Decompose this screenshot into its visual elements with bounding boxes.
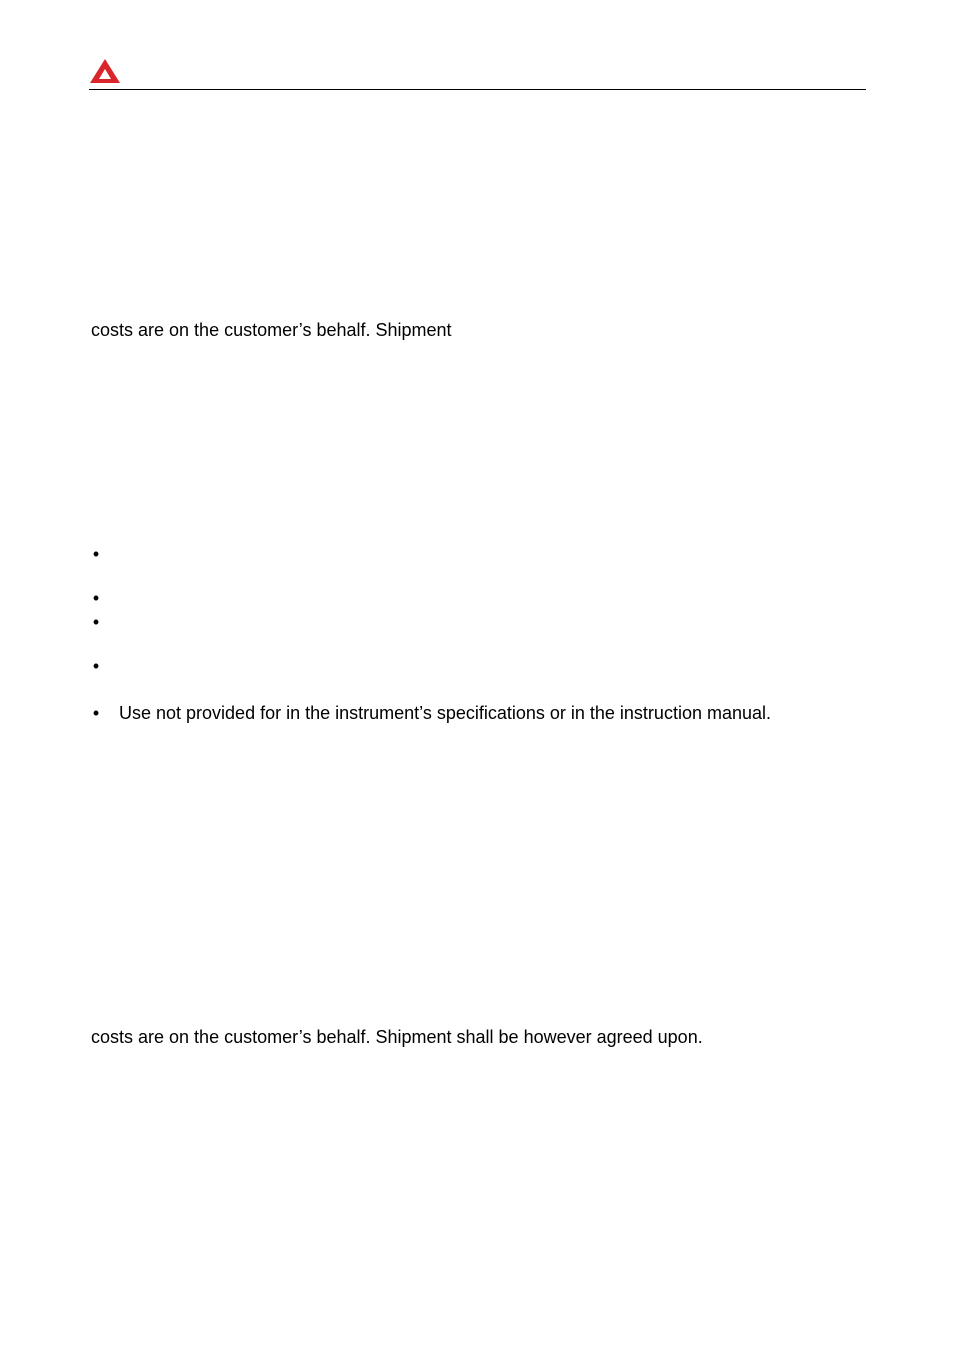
header-divider [89,89,866,90]
bullet-icon: • [92,544,100,564]
paragraph-shipment-costs: costs are on the customer’s behalf. Shipment [91,320,452,340]
bullet-icon: • [92,703,100,723]
bullet-icon: • [92,656,100,676]
bullet-icon: • [92,588,100,608]
list-item-text: Use not provided for in the instrument’s specifications or in the instruction manual. [119,703,771,723]
bullet-icon: • [92,612,100,632]
brand-logo-icon [89,58,121,84]
paragraph-shipment-agreement: costs are on the customer’s behalf. Shipment shall be however agreed upon. [91,1027,703,1047]
